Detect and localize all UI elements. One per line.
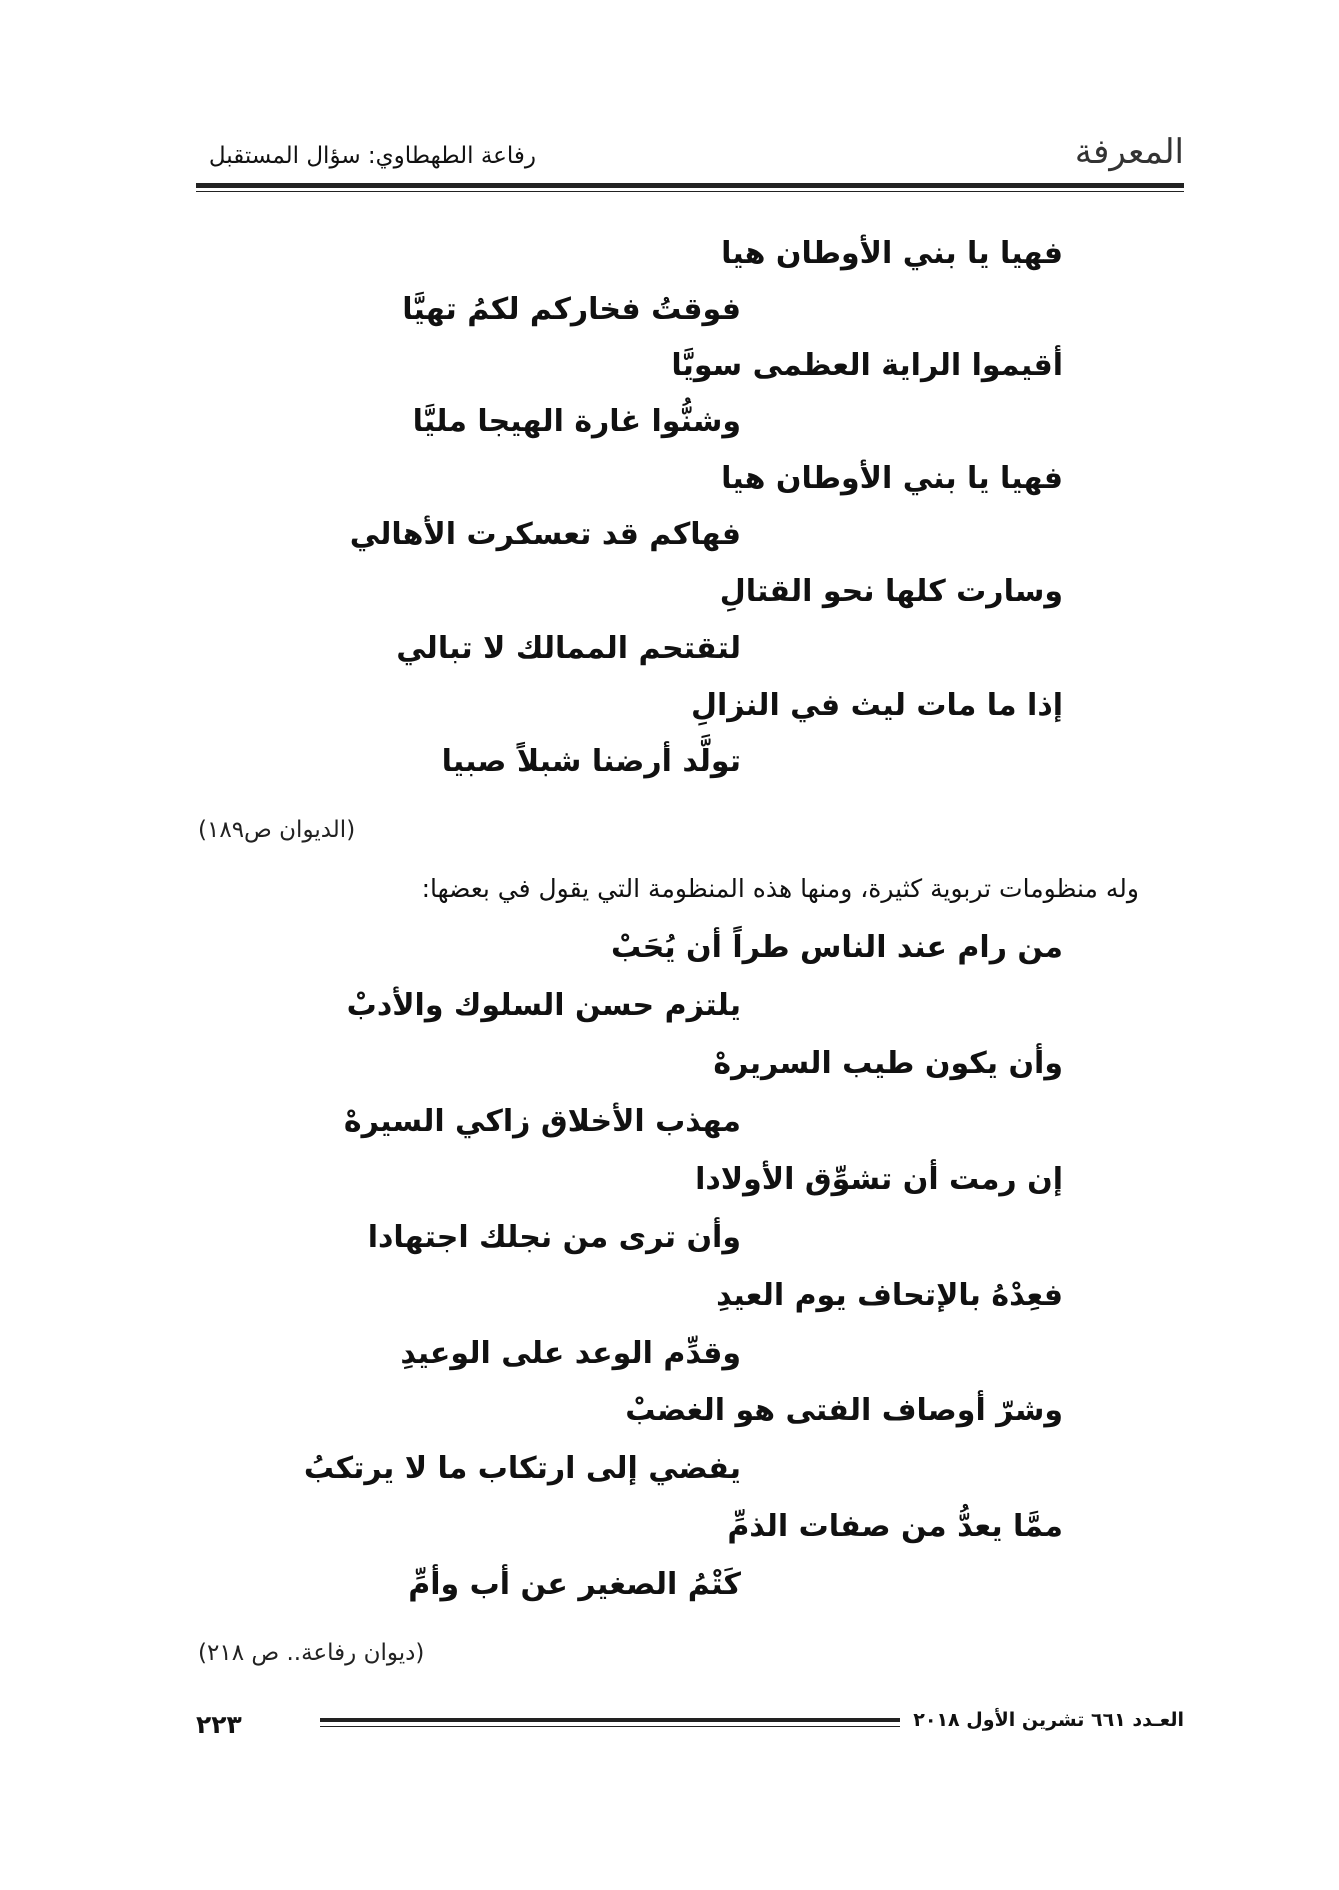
prose-paragraph: وله منظومات تربوية كثيرة، ومنها هذه المنظومة التي يقول في بعضها: [421, 874, 1139, 903]
poem2-line: وأن ترى من نجلك اجتهادا [367, 1220, 741, 1255]
poem1-line: فهاكم قد تعسكرت الأهالي [349, 517, 741, 552]
poem2-line: مهذب الأخلاق زاكي السيرهْ [343, 1104, 741, 1139]
poem1-line: لتقتحم الممالك لا تبالي [396, 631, 741, 666]
poem1-citation: (الديوان ص١٨٩) [198, 817, 356, 843]
poem2-line: ممَّا يعدُّ من صفات الذمِّ [727, 1509, 1063, 1544]
poem1-line: تولَّد أرضنا شبلاً صبيا [441, 744, 741, 779]
poem1-line: وشنُّوا غارة الهيجا مليَّا [412, 404, 741, 439]
running-title: رفاعة الطهطاوي: سؤال المستقبل [208, 143, 536, 169]
footer-rule-thin [320, 1726, 900, 1727]
poem2-line: كَتْمُ الصغير عن أب وأمِّ [408, 1567, 741, 1602]
poem1-line: فهيا يا بني الأوطان هيا [721, 461, 1063, 496]
poem1-line: فهيا يا بني الأوطان هيا [721, 236, 1063, 271]
poem2-line: وشرّ أوصاف الفتى هو الغضبْ [625, 1393, 1063, 1428]
poem2-line: وقدِّم الوعد على الوعيدِ [400, 1336, 741, 1371]
footer-rule [320, 1718, 900, 1722]
poem2-line: فعِدْهُ بالإتحاف يوم العيدِ [716, 1278, 1063, 1313]
poem1-line: وسارت كلها نحو القتالِ [719, 574, 1063, 609]
poem2-line: إن رمت أن تشوِّق الأولادا [695, 1162, 1063, 1197]
poem2-line: وأن يكون طيب السريرهْ [713, 1046, 1063, 1081]
header-rule [196, 183, 1184, 188]
poem1-line: فوقتُ فخاركم لكمُ تهيَّا [402, 292, 741, 327]
poem2-line: يفضي إلى ارتكاب ما لا يرتكبُ [303, 1451, 741, 1486]
poem1-line: إذا ما مات ليث في النزالِ [690, 688, 1063, 723]
poem2-line: من رام عند الناس طراً أن يُحَبْ [610, 930, 1063, 965]
poem2-line: يلتزم حسن السلوك والأدبْ [346, 988, 741, 1023]
poem1-line: أقيموا الراية العظمى سويَّا [671, 348, 1063, 383]
issue-info: العـدد ٦٦١ تشرين الأول ٢٠١٨ [913, 1709, 1184, 1731]
page-number: ٢٢٣ [196, 1710, 242, 1739]
journal-logo: المعرفة [1074, 132, 1184, 172]
poem2-citation: (ديوان رفاعة.. ص ٢١٨) [198, 1640, 425, 1666]
header-rule-thin [196, 191, 1184, 192]
